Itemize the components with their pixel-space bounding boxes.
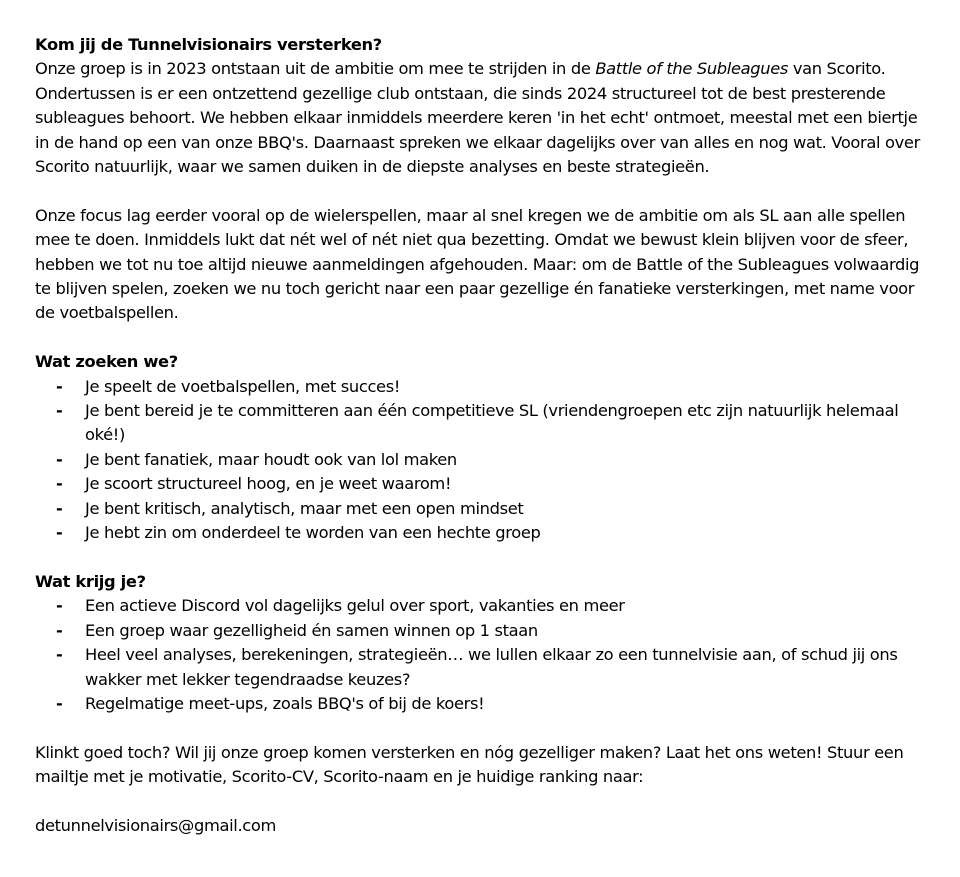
intro-paragraph-2: Onze focus lag eerder vooral op de wielerspellen, maar al snel kregen we de ambitie om als SL aan alle spellen mee te doen. Inmiddels lukt dat nét wel of nét niet qua bezetting. Omdat we bewust klein blijven voor de sfeer, hebben we tot nu toe altijd nieuwe aanmeldingen afgehouden. Maar: om de Battle of the Subleagues volwaardig te blijven spelen, zoeken we nu toch gericht naar een paar gezellige én fanatieke versterkingen, met name voor de voetbalspellen. bbox=[35, 205, 920, 323]
list-item-text: Je speelt de voetbalspellen, met succes! bbox=[85, 376, 401, 396]
paragraph-gap bbox=[35, 546, 935, 570]
dash-bullet: - bbox=[56, 376, 63, 396]
list-item bbox=[35, 521, 935, 545]
list-item bbox=[35, 472, 935, 496]
dash-bullet: - bbox=[56, 620, 63, 640]
list-item bbox=[35, 619, 935, 643]
list-item-text: Heel veel analyses, berekeningen, strategieën… we lullen elkaar zo een tunnelvisie aan, of schud jij ons wakker met lekker tegendraadse keuzes? bbox=[85, 645, 898, 689]
intro-paragraph-1-rest: van Scorito. Ondertussen is er een ontzettend gezellige club ontstaan, die sinds 2024 structureel tot de best presterende subleagues behoort. We hebben elkaar inmiddels meerdere keren 'in het echt' ontmoet, meestal met een biertje in de hand op een van onze BBQ's. Daarnaast spreken we elkaar dagelijks over van alles en nog wat. Vooral over Scorito natuurlijk, waar we samen duiken in de diepste analyses en beste strategieën. bbox=[35, 59, 920, 177]
list-item-text: Je bent kritisch, analytisch, maar met een open mindset bbox=[85, 498, 524, 518]
intro-paragraph-1 bbox=[35, 57, 935, 179]
dash-bullet: - bbox=[56, 645, 63, 665]
paragraph-gap bbox=[35, 326, 935, 350]
list-item bbox=[35, 692, 935, 716]
dash-bullet: - bbox=[56, 523, 63, 543]
dash-bullet: - bbox=[56, 474, 63, 494]
document bbox=[35, 33, 935, 838]
list-item bbox=[35, 643, 935, 692]
list-item-text: Een groep waar gezelligheid én samen winnen op 1 staan bbox=[85, 620, 538, 640]
list-item bbox=[35, 399, 935, 448]
dash-bullet: - bbox=[56, 693, 63, 713]
contact-email: detunnelvisionairs@gmail.com bbox=[35, 815, 277, 835]
list-item-text: Regelmatige meet-ups, zoals BBQ's of bij de koers! bbox=[85, 693, 485, 713]
list-item-text: Je bent bereid je te committeren aan één competitieve SL (vriendengroepen etc zijn natuurlijk helemaal oké!) bbox=[85, 401, 899, 445]
list-item bbox=[35, 448, 935, 472]
list-item bbox=[35, 594, 935, 618]
offer-heading: Wat krijg je? bbox=[35, 571, 146, 591]
paragraph-gap bbox=[35, 179, 935, 203]
intro-heading: Kom jij de Tunnelvisionairs versterken? bbox=[35, 35, 382, 54]
dash-bullet: - bbox=[56, 449, 63, 469]
dash-bullet: - bbox=[56, 596, 63, 616]
offer-list bbox=[35, 594, 935, 716]
list-item-text: Je hebt zin om onderdeel te worden van een hechte groep bbox=[85, 523, 541, 543]
closing-paragraph: Klinkt goed toch? Wil jij onze groep komen versterken en nóg gezelliger maken? Laat het ons weten! Stuur een mailtje met je motivatie, Scorito-CV, Scorito-naam en je huidige ranking naar: bbox=[35, 742, 904, 787]
list-item bbox=[35, 497, 935, 521]
looking-for-heading: Wat zoeken we? bbox=[35, 352, 178, 372]
dash-bullet: - bbox=[56, 401, 63, 421]
looking-for-list bbox=[35, 375, 935, 546]
list-item-text: Je bent fanatiek, maar houdt ook van lol maken bbox=[85, 449, 457, 469]
battle-of-the-subleagues-text: Battle of the Subleagues bbox=[595, 59, 788, 79]
list-item bbox=[35, 375, 935, 399]
paragraph-gap bbox=[35, 790, 935, 814]
intro-paragraph-1-start: Onze groep is in 2023 ontstaan uit de ambitie om mee te strijden in de bbox=[35, 59, 596, 79]
paragraph-gap bbox=[35, 716, 935, 740]
list-item-text: Een actieve Discord vol dagelijks gelul over sport, vakanties en meer bbox=[85, 596, 625, 616]
dash-bullet: - bbox=[56, 498, 63, 518]
list-item-text: Je scoort structureel hoog, en je weet waarom! bbox=[85, 474, 452, 494]
